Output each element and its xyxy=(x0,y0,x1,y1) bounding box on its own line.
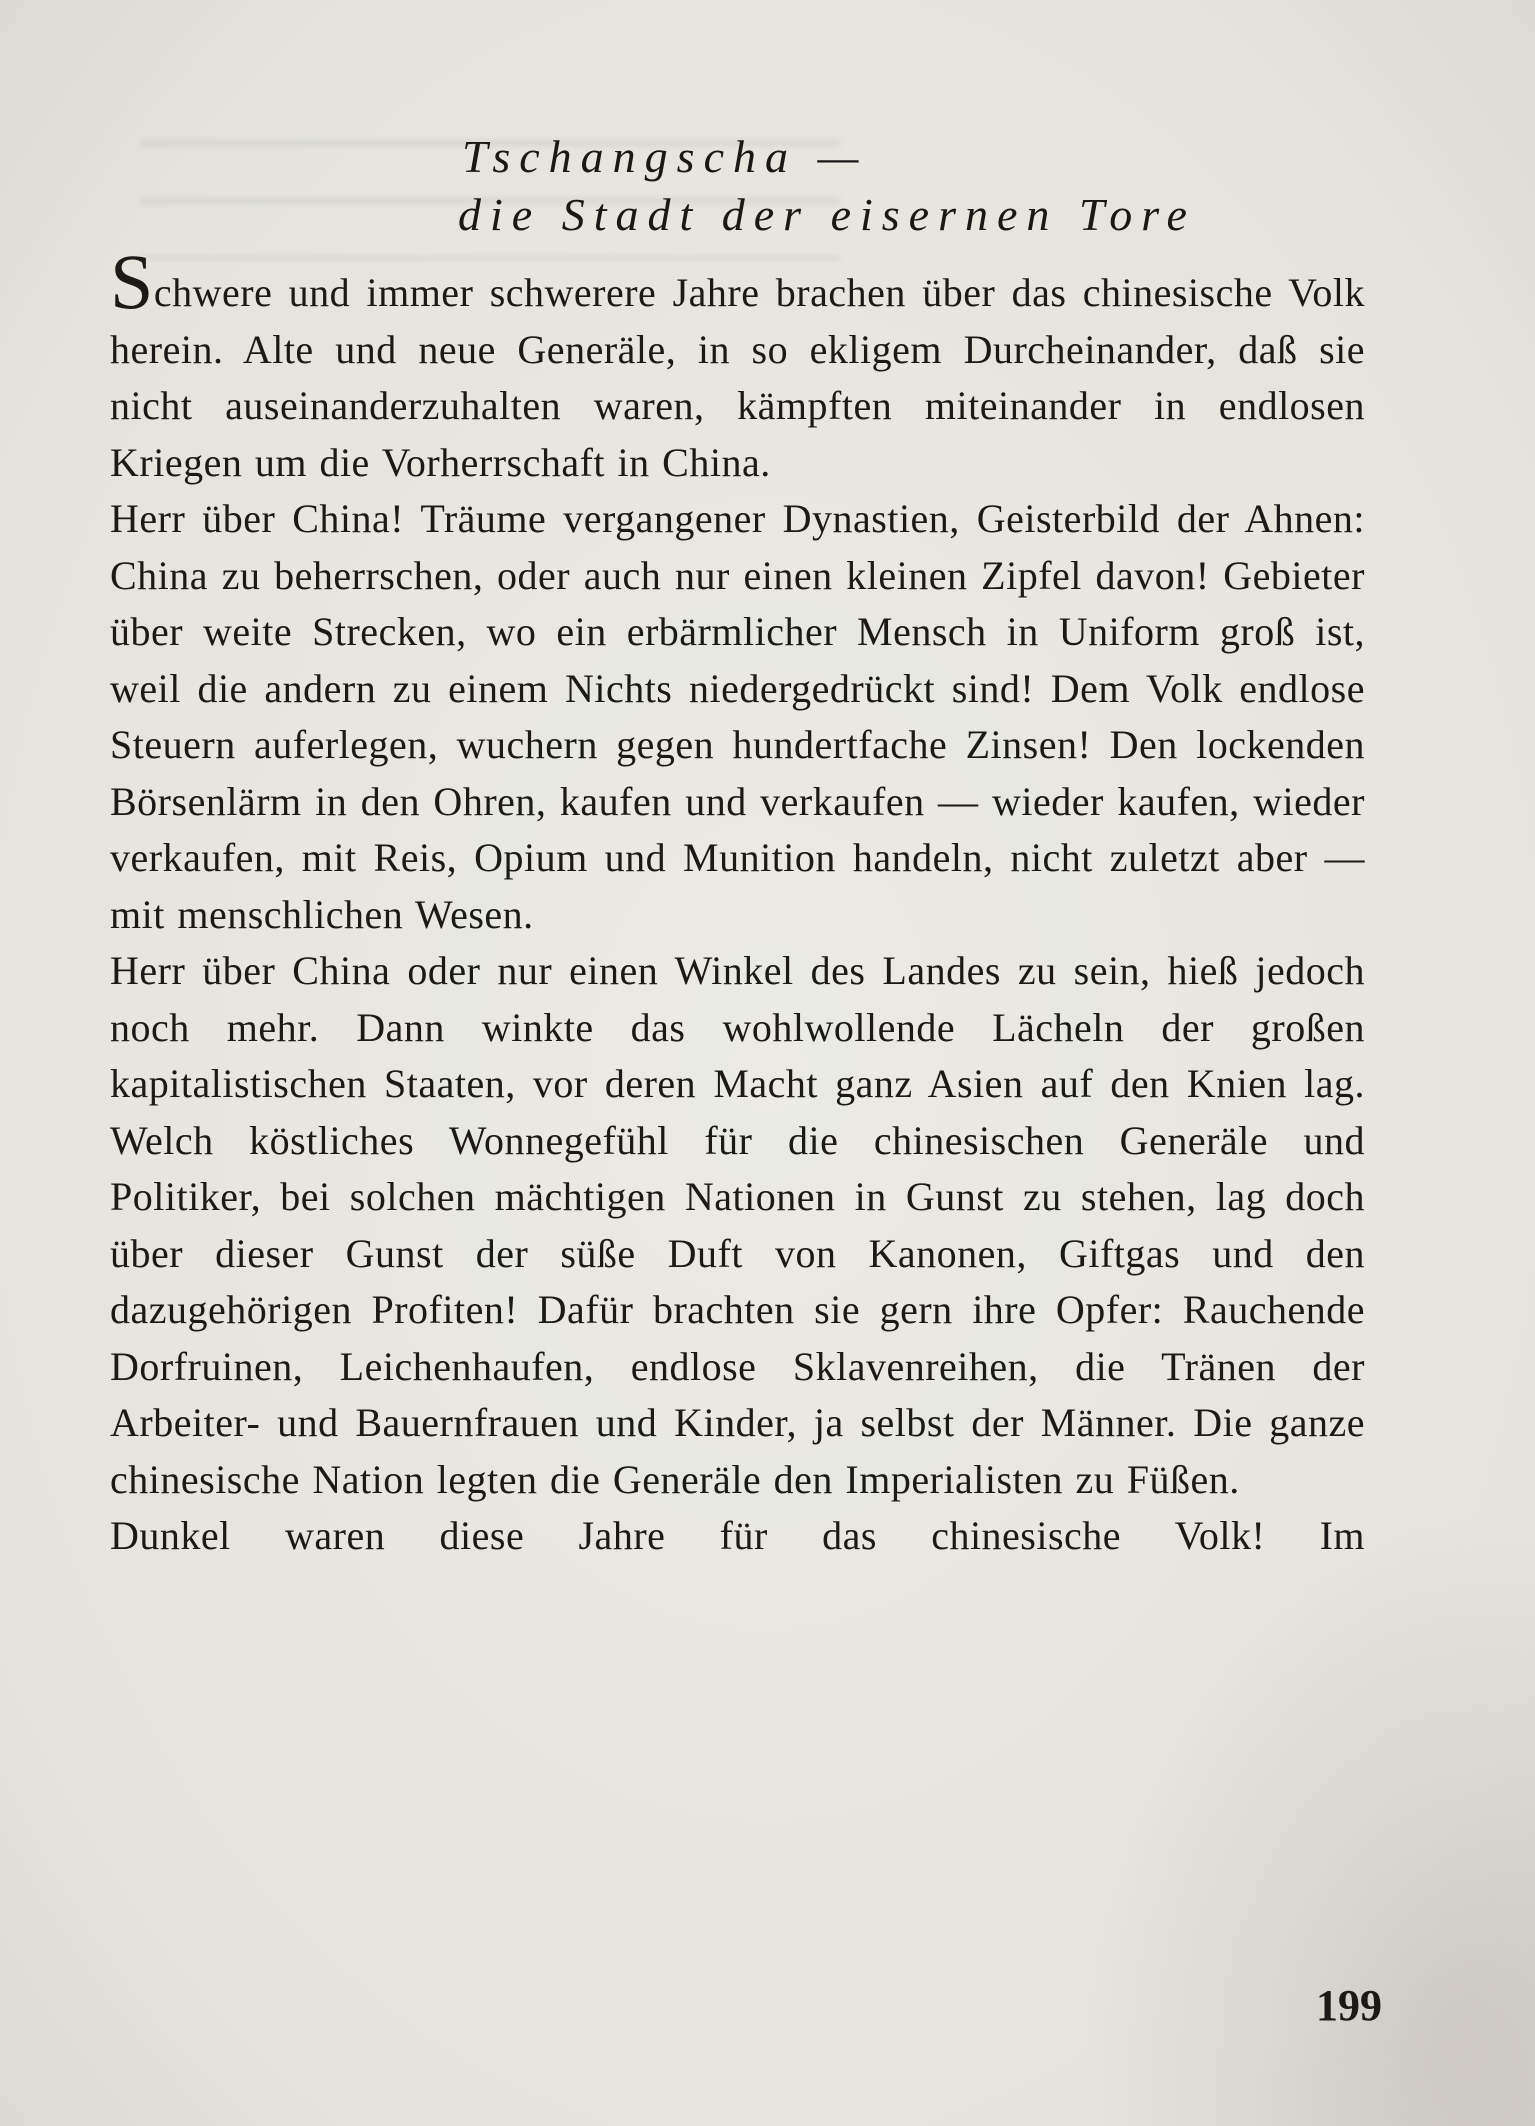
paragraph-1 xyxy=(110,238,1365,491)
paragraph-2: Herr über China! Träume vergangener Dynastien, Geisterbild der Ahnen: China zu beherrschen, oder auch nur einen kleinen Zipfel davon! Gebieter über weite Strecken, wo ein erbärmlicher Mensch in Uniform groß ist, weil die andern zu einem Nichts niedergedrückt sind! Dem Volk endlose Steuern auferlegen, wuchern gegen hundertfache Zinsen! Den lockenden Börsenlärm in den Ohren, kaufen und verkaufen — wieder kaufen, wieder verkaufen, mit Reis, Opium und Munition handeln, nicht zuletzt aber — mit menschlichen Wesen. xyxy=(110,496,1365,937)
initial-letter: S xyxy=(110,238,154,325)
chapter-title-line-2: die Stadt der eisernen Tore xyxy=(458,189,1196,240)
paragraph-1-text: chwere und immer schwerere Jahre brachen über das chinesische Volk herein. Alte und neue Generäle, in so ekligem Durcheinander, daß sie nicht auseinanderzuhalten waren, kämpften miteinander in endlosen Kriegen um die Vorherrschaft in China. xyxy=(110,270,1365,485)
paragraph-3: Herr über China oder nur einen Winkel des Landes zu sein, hieß jedoch noch mehr. Dann winkte das wohlwollende Lächeln der großen kapitalistischen Staaten, vor deren Macht ganz Asien auf den Knien lag. Welch köstliches Wonnegefühl für die chinesischen Generäle und Politiker, bei solchen mächtigen Nationen in Gunst zu stehen, lag doch über dieser Gunst der süße Duft von Kanonen, Giftgas und den dazugehörigen Profiten! Dafür brachten sie gern ihre Opfer: Rauchende Dorfruinen, Leichenhaufen, endlose Sklavenreihen, die Tränen der Arbeiter- und Bauernfrauen und Kinder, ja selbst der Männer. Die ganze chinesische Nation legten die Generäle den Imperialisten zu Füßen. xyxy=(110,948,1365,1502)
page-number: 199 xyxy=(1316,1981,1382,2030)
chapter-title-line-1: Tschangscha — xyxy=(462,131,868,182)
chapter-title xyxy=(458,128,1196,244)
paragraph-4: Dunkel waren diese Jahre für das chinesische Volk! Im xyxy=(110,1513,1365,1558)
body-text xyxy=(110,238,1365,1565)
